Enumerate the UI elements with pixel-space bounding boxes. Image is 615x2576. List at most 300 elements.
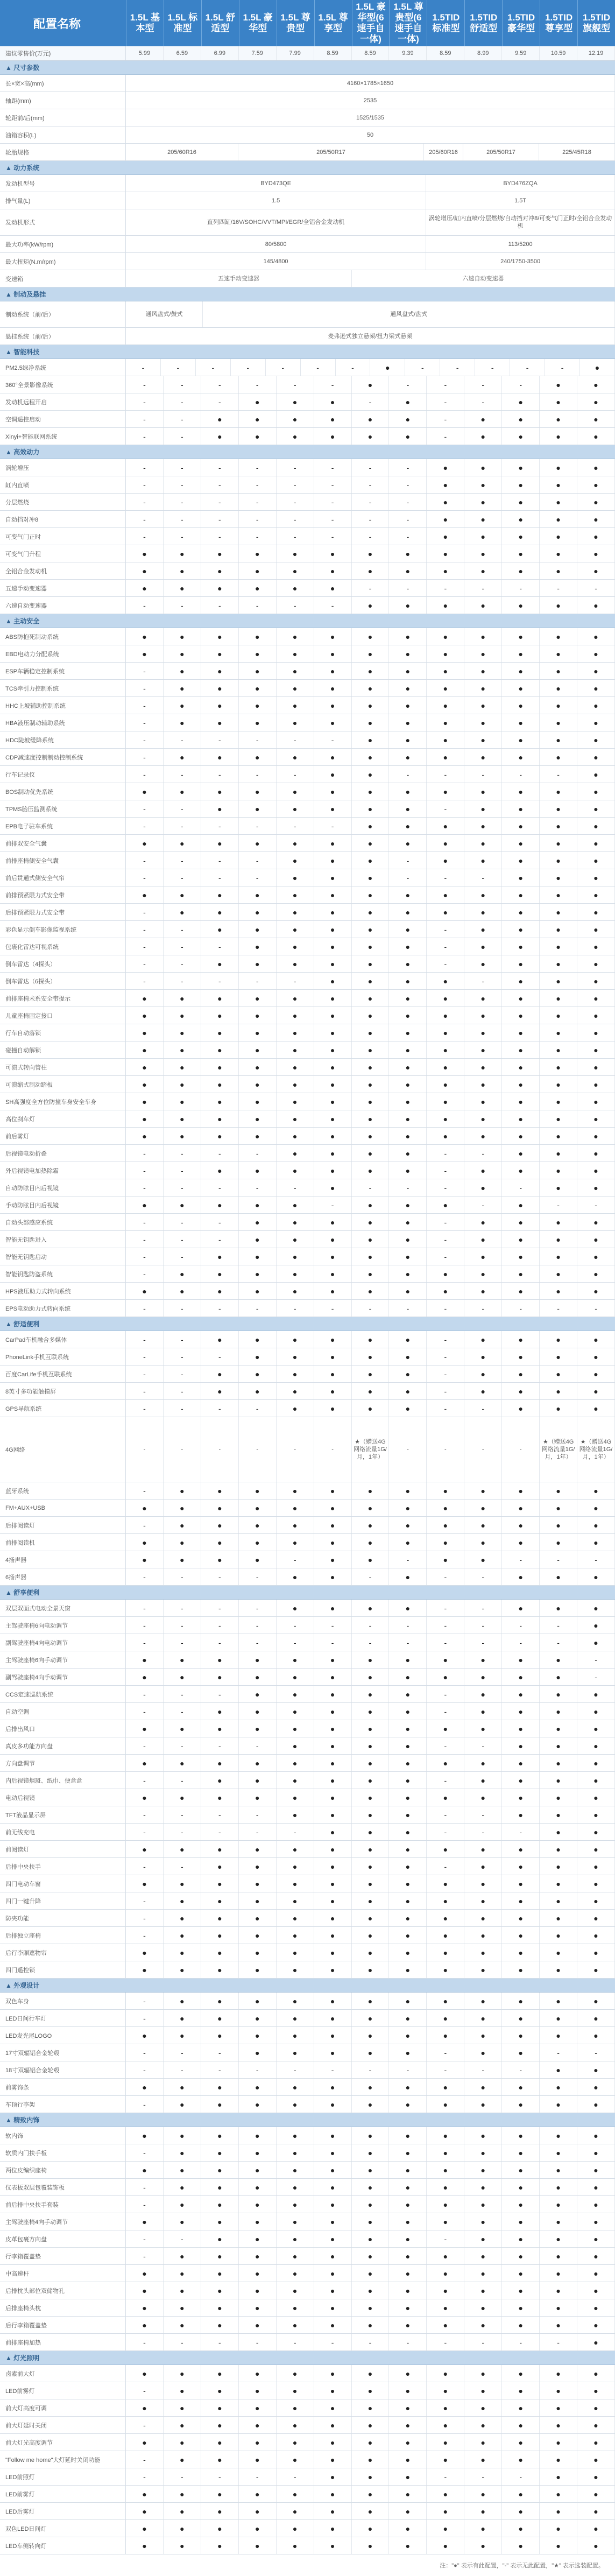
spec-label: 行李箱覆盖垫 xyxy=(0,2248,126,2264)
none-dash: - xyxy=(126,1179,164,1196)
standard-dot: ● xyxy=(502,783,540,800)
spec-label: 轮距前/后(mm) xyxy=(0,109,126,126)
standard-dot: ● xyxy=(164,1669,201,1685)
spec-label: 缸内直喷 xyxy=(0,476,126,493)
standard-dot: ● xyxy=(427,1875,464,1892)
standard-dot: ● xyxy=(389,2144,427,2161)
standard-dot: ● xyxy=(239,2265,277,2282)
standard-dot: ● xyxy=(540,511,577,527)
none-dash: - xyxy=(201,1214,239,1230)
standard-dot: ● xyxy=(502,1789,540,1806)
spec-row xyxy=(0,1076,615,1093)
standard-dot: ● xyxy=(239,680,277,696)
standard-dot: ● xyxy=(464,1059,502,1075)
spec-label: 仪表板双层包覆装饰板 xyxy=(0,2179,126,2195)
standard-dot: ● xyxy=(502,1400,540,1417)
standard-dot: ● xyxy=(577,697,615,714)
standard-dot: ● xyxy=(164,2213,201,2230)
spec-value: 205/60R16 xyxy=(126,144,238,160)
model-header: 1.5L 舒适型 xyxy=(201,0,239,46)
spec-label: 前大灯延时关闭 xyxy=(0,2417,126,2433)
standard-dot: ● xyxy=(502,1841,540,1857)
standard-dot: ● xyxy=(464,1517,502,1533)
standard-dot: ● xyxy=(352,1737,390,1754)
none-dash: - xyxy=(239,376,277,393)
standard-dot: ● xyxy=(201,1858,239,1875)
none-dash: - xyxy=(502,1634,540,1651)
standard-dot: ● xyxy=(277,852,314,869)
standard-dot: ● xyxy=(277,2027,314,2044)
standard-dot: ● xyxy=(502,1755,540,1771)
standard-dot: ● xyxy=(239,1892,277,1909)
none-dash: - xyxy=(577,1669,615,1685)
standard-dot: ● xyxy=(389,1651,427,1668)
standard-dot: ● xyxy=(277,2144,314,2161)
model-header: 1.5L 尊贵型(6速手自一体) xyxy=(389,0,427,46)
none-dash: - xyxy=(277,459,314,476)
standard-dot: ● xyxy=(389,2044,427,2061)
standard-dot: ● xyxy=(164,1944,201,1961)
standard-dot: ● xyxy=(577,921,615,938)
standard-dot: ● xyxy=(126,645,164,662)
standard-dot: ● xyxy=(389,1703,427,1720)
standard-dot: ● xyxy=(427,835,464,851)
spec-values xyxy=(126,2382,615,2399)
standard-dot: ● xyxy=(239,1500,277,1516)
standard-dot: ● xyxy=(389,1789,427,1806)
spec-values xyxy=(126,2334,615,2350)
none-dash: - xyxy=(201,1806,239,1823)
standard-dot: ● xyxy=(540,1772,577,1789)
none-dash: - xyxy=(427,869,464,886)
standard-dot: ● xyxy=(352,1283,390,1299)
standard-dot: ● xyxy=(502,1383,540,1399)
none-dash: - xyxy=(164,1617,201,1634)
standard-dot: ● xyxy=(540,2382,577,2399)
standard-dot: ● xyxy=(389,680,427,696)
standard-dot: ● xyxy=(314,886,352,903)
none-dash: - xyxy=(464,1300,502,1317)
standard-dot: ● xyxy=(239,628,277,645)
standard-dot: ● xyxy=(540,1755,577,1771)
standard-dot: ● xyxy=(540,1703,577,1720)
standard-dot: ● xyxy=(502,1720,540,1737)
spec-values xyxy=(126,1737,615,1754)
standard-dot: ● xyxy=(464,1348,502,1365)
spec-values xyxy=(126,2265,615,2282)
standard-dot: ● xyxy=(314,1720,352,1737)
standard-dot: ● xyxy=(314,2382,352,2399)
standard-dot: ● xyxy=(314,2434,352,2451)
standard-dot: ● xyxy=(201,411,239,427)
spec-row xyxy=(0,2282,615,2299)
standard-dot: ● xyxy=(352,1076,390,1093)
model-header: 1.5L 尊享型 xyxy=(314,0,352,46)
standard-dot: ● xyxy=(352,2503,390,2519)
standard-dot: ● xyxy=(464,2365,502,2382)
standard-dot: ● xyxy=(502,476,540,493)
none-dash: - xyxy=(164,428,201,445)
standard-dot: ● xyxy=(464,749,502,765)
spec-row xyxy=(0,1993,615,2010)
spec-values xyxy=(126,2282,615,2299)
standard-dot: ● xyxy=(464,1841,502,1857)
standard-dot: ● xyxy=(164,645,201,662)
standard-dot: ● xyxy=(164,2434,201,2451)
standard-dot: ● xyxy=(502,1366,540,1382)
spec-label: 蓝牙系统 xyxy=(0,1482,126,1499)
standard-dot: ● xyxy=(427,1755,464,1771)
spec-row xyxy=(0,628,615,645)
none-dash: - xyxy=(464,376,502,393)
standard-dot: ● xyxy=(126,1789,164,1806)
standard-dot: ● xyxy=(201,663,239,679)
spec-values xyxy=(126,1993,615,2009)
standard-dot: ● xyxy=(239,1348,277,1365)
none-dash: - xyxy=(464,580,502,596)
spec-values xyxy=(126,580,615,596)
spec-row xyxy=(0,2334,615,2351)
standard-dot: ● xyxy=(352,1651,390,1668)
standard-dot: ● xyxy=(502,1910,540,1926)
none-dash: - xyxy=(427,1824,464,1840)
none-dash: - xyxy=(502,2334,540,2350)
standard-dot: ● xyxy=(427,2451,464,2468)
spec-label: 双层双面式电动全景天窗 xyxy=(0,1600,126,1616)
standard-dot: ● xyxy=(540,597,577,614)
standard-dot: ● xyxy=(239,1214,277,1230)
standard-dot: ● xyxy=(201,1841,239,1857)
spec-row xyxy=(0,2365,615,2382)
standard-dot: ● xyxy=(389,1007,427,1024)
standard-dot: ● xyxy=(389,2265,427,2282)
none-dash: - xyxy=(126,921,164,938)
spec-label: 智能无钥匙启动 xyxy=(0,1248,126,1265)
standard-dot: ● xyxy=(389,2196,427,2213)
none-dash: - xyxy=(427,428,464,445)
spec-row xyxy=(0,236,615,253)
standard-dot: ● xyxy=(427,663,464,679)
standard-dot: ● xyxy=(126,1076,164,1093)
none-dash: - xyxy=(126,1703,164,1720)
standard-dot: ● xyxy=(389,2399,427,2416)
none-dash: - xyxy=(427,1686,464,1702)
standard-dot: ● xyxy=(464,2451,502,2468)
standard-dot: ● xyxy=(540,783,577,800)
standard-dot: ● xyxy=(352,2213,390,2230)
spec-values xyxy=(126,2468,615,2485)
none-dash: - xyxy=(164,766,201,783)
none-dash: - xyxy=(126,680,164,696)
standard-dot: ● xyxy=(427,1024,464,1041)
standard-dot: ● xyxy=(540,2061,577,2078)
standard-dot: ● xyxy=(427,1993,464,2009)
spec-label: 防夹功能 xyxy=(0,1910,126,1926)
spec-label: PhoneLink手机互联系统 xyxy=(0,1348,126,1365)
none-dash: - xyxy=(201,1300,239,1317)
standard-dot: ● xyxy=(502,2096,540,2113)
standard-dot: ● xyxy=(427,2365,464,2382)
spec-value: - xyxy=(464,1417,502,1482)
standard-dot: ● xyxy=(352,2382,390,2399)
standard-dot: ● xyxy=(464,2162,502,2178)
standard-dot: ● xyxy=(540,1568,577,1585)
standard-dot: ● xyxy=(502,990,540,1007)
standard-dot: ● xyxy=(314,1093,352,1110)
standard-dot: ● xyxy=(464,1041,502,1058)
none-dash: - xyxy=(126,1214,164,1230)
standard-dot: ● xyxy=(464,1128,502,1144)
price-value: 12.19 xyxy=(577,46,615,60)
none-dash: - xyxy=(126,1482,164,1499)
standard-dot: ● xyxy=(164,749,201,765)
standard-dot: ● xyxy=(502,1162,540,1179)
standard-dot: ● xyxy=(352,1789,390,1806)
standard-dot: ● xyxy=(427,1110,464,1127)
standard-dot: ● xyxy=(352,1841,390,1857)
none-dash: - xyxy=(201,376,239,393)
standard-dot: ● xyxy=(314,2451,352,2468)
none-dash: - xyxy=(389,580,427,596)
standard-dot: ● xyxy=(540,1400,577,1417)
spec-value: BYD473QE xyxy=(126,175,426,192)
spec-row xyxy=(0,126,615,144)
spec-values xyxy=(126,1617,615,1634)
spec-row xyxy=(0,2027,615,2044)
spec-label: 轮胎规格 xyxy=(0,144,126,160)
spec-label: 17寸双辐铝合金轮毂 xyxy=(0,2044,126,2061)
spec-values xyxy=(126,1600,615,1616)
none-dash: - xyxy=(164,852,201,869)
none-dash: - xyxy=(164,1214,201,1230)
standard-dot: ● xyxy=(389,1366,427,1382)
none-dash: - xyxy=(540,2334,577,2350)
standard-dot: ● xyxy=(314,1231,352,1248)
spec-values xyxy=(126,1858,615,1875)
standard-dot: ● xyxy=(502,2044,540,2061)
standard-dot: ● xyxy=(464,1534,502,1551)
none-dash: - xyxy=(126,2061,164,2078)
standard-dot: ● xyxy=(540,663,577,679)
spec-row xyxy=(0,1686,615,1703)
none-dash: - xyxy=(277,528,314,545)
standard-dot: ● xyxy=(540,1993,577,2009)
standard-dot: ● xyxy=(352,2248,390,2264)
spec-label: 卤素前大灯 xyxy=(0,2365,126,2382)
standard-dot: ● xyxy=(540,921,577,938)
standard-dot: ● xyxy=(201,1041,239,1058)
none-dash: - xyxy=(126,1162,164,1179)
spec-label: 后排枕头部位双储物孔 xyxy=(0,2282,126,2299)
standard-dot: ● xyxy=(540,2144,577,2161)
spec-label: 悬挂系统（前/后） xyxy=(0,328,126,344)
standard-dot: ● xyxy=(352,645,390,662)
standard-dot: ● xyxy=(352,628,390,645)
standard-dot: ● xyxy=(201,2317,239,2333)
standard-dot: ● xyxy=(540,2010,577,2026)
standard-dot: ● xyxy=(352,921,390,938)
spec-label: 皮革包裹方向盘 xyxy=(0,2230,126,2247)
standard-dot: ● xyxy=(201,628,239,645)
standard-dot: ● xyxy=(540,2282,577,2299)
none-dash: - xyxy=(427,1858,464,1875)
spec-value: 1.5 xyxy=(126,192,426,209)
none-dash: - xyxy=(427,580,464,596)
standard-dot: ● xyxy=(239,1383,277,1399)
spec-row xyxy=(0,2179,615,2196)
spec-values xyxy=(126,1059,615,1075)
spec-label: CDP减速度控制制动控制系统 xyxy=(0,749,126,765)
standard-dot: ● xyxy=(201,1772,239,1789)
none-dash: - xyxy=(201,1617,239,1634)
standard-dot: ● xyxy=(201,1059,239,1075)
spec-row xyxy=(0,680,615,697)
none-dash: - xyxy=(201,459,239,476)
spec-values xyxy=(126,511,615,527)
standard-dot: ● xyxy=(464,1789,502,1806)
standard-dot: ● xyxy=(126,1196,164,1213)
spec-value: - xyxy=(502,1417,540,1482)
spec-value: 麦弗逊式独立悬架/扭力梁式悬架 xyxy=(126,328,615,344)
standard-dot: ● xyxy=(389,2096,427,2113)
standard-dot: ● xyxy=(464,428,502,445)
standard-dot: ● xyxy=(314,680,352,696)
standard-dot: ● xyxy=(577,1517,615,1533)
standard-dot: ● xyxy=(201,2486,239,2502)
spec-row xyxy=(0,1634,615,1651)
standard-dot: ● xyxy=(164,1961,201,1978)
standard-dot: ● xyxy=(239,2027,277,2044)
price-value: 10.59 xyxy=(540,46,577,60)
standard-dot: ● xyxy=(502,2537,540,2554)
none-dash: - xyxy=(126,663,164,679)
spec-label: LED日间行车灯 xyxy=(0,2010,126,2026)
standard-dot: ● xyxy=(427,2520,464,2537)
standard-dot: ● xyxy=(277,714,314,731)
none-dash: - xyxy=(201,2334,239,2350)
standard-dot: ● xyxy=(352,2230,390,2247)
none-dash: - xyxy=(201,2061,239,2078)
standard-dot: ● xyxy=(352,731,390,748)
standard-dot: ● xyxy=(389,2537,427,2554)
none-dash: - xyxy=(427,2044,464,2061)
standard-dot: ● xyxy=(164,1651,201,1668)
standard-dot: ● xyxy=(464,1910,502,1926)
standard-dot: ● xyxy=(540,1789,577,1806)
standard-dot: ● xyxy=(389,2317,427,2333)
spec-label: 副驾驶座椅4向手动调节 xyxy=(0,1669,126,1685)
standard-dot: ● xyxy=(352,1110,390,1127)
spec-row xyxy=(0,359,615,376)
none-dash: - xyxy=(126,1686,164,1702)
standard-dot: ● xyxy=(464,2127,502,2144)
spec-values xyxy=(126,1162,615,1179)
standard-dot: ● xyxy=(201,697,239,714)
spec-row xyxy=(0,783,615,800)
spec-values xyxy=(126,1348,615,1365)
standard-dot: ● xyxy=(201,2027,239,2044)
standard-dot: ● xyxy=(427,680,464,696)
standard-dot: ● xyxy=(502,562,540,579)
standard-dot: ● xyxy=(352,1265,390,1282)
standard-dot: ● xyxy=(277,1162,314,1179)
none-dash: - xyxy=(427,1162,464,1179)
spec-values xyxy=(126,1517,615,1533)
standard-dot: ● xyxy=(352,1720,390,1737)
spec-row xyxy=(0,75,615,92)
none-dash: - xyxy=(239,973,277,989)
none-dash: - xyxy=(427,1179,464,1196)
none-dash: - xyxy=(201,818,239,834)
standard-dot: ● xyxy=(389,938,427,955)
none-dash: - xyxy=(427,1214,464,1230)
none-dash: - xyxy=(277,2061,314,2078)
spec-values xyxy=(126,476,615,493)
spec-label: 自动头部感应系统 xyxy=(0,1214,126,1230)
standard-dot: ● xyxy=(389,697,427,714)
standard-dot: ● xyxy=(277,2520,314,2537)
standard-dot: ● xyxy=(239,697,277,714)
standard-dot: ● xyxy=(540,973,577,989)
spec-values xyxy=(126,749,615,765)
spec-label: LED发光尾LOGO xyxy=(0,2027,126,2044)
standard-dot: ● xyxy=(164,2365,201,2382)
standard-dot: ● xyxy=(464,1366,502,1382)
none-dash: - xyxy=(464,2334,502,2350)
spec-row xyxy=(0,597,615,614)
standard-dot: ● xyxy=(239,904,277,920)
standard-dot: ● xyxy=(277,1331,314,1348)
standard-dot: ● xyxy=(389,2434,427,2451)
spec-values xyxy=(126,562,615,579)
standard-dot: ● xyxy=(239,1093,277,1110)
standard-dot: ● xyxy=(389,2486,427,2502)
spec-label: 主驾驶座椅4向手动调节 xyxy=(0,2213,126,2230)
spec-values xyxy=(126,2399,615,2416)
none-dash: - xyxy=(164,1772,201,1789)
standard-dot: ● xyxy=(352,1875,390,1892)
spec-row xyxy=(0,1534,615,1551)
standard-dot: ● xyxy=(427,562,464,579)
standard-dot: ● xyxy=(164,2503,201,2519)
standard-dot: ● xyxy=(239,2196,277,2213)
standard-dot: ● xyxy=(577,1400,615,1417)
spec-label: 后排阅读灯 xyxy=(0,1517,126,1533)
none-dash: - xyxy=(427,1600,464,1616)
standard-dot: ● xyxy=(277,1517,314,1533)
spec-label: 可溃式转向管柱 xyxy=(0,1059,126,1075)
standard-dot: ● xyxy=(314,628,352,645)
none-dash: - xyxy=(239,1300,277,1317)
standard-dot: ● xyxy=(540,938,577,955)
standard-dot: ● xyxy=(314,1944,352,1961)
none-dash: - xyxy=(126,2196,164,2213)
standard-dot: ● xyxy=(577,1892,615,1909)
none-dash: - xyxy=(475,359,510,376)
standard-dot: ● xyxy=(389,1500,427,1516)
model-header: 1.5L 尊贵型 xyxy=(277,0,314,46)
standard-dot: ● xyxy=(126,1961,164,1978)
standard-dot: ● xyxy=(201,2382,239,2399)
spec-values xyxy=(126,2317,615,2333)
none-dash: - xyxy=(389,1300,427,1317)
standard-dot: ● xyxy=(427,2317,464,2333)
standard-dot: ● xyxy=(239,2096,277,2113)
standard-dot: ● xyxy=(464,955,502,972)
none-dash: - xyxy=(164,2044,201,2061)
standard-dot: ● xyxy=(314,2230,352,2247)
standard-dot: ● xyxy=(464,1755,502,1771)
